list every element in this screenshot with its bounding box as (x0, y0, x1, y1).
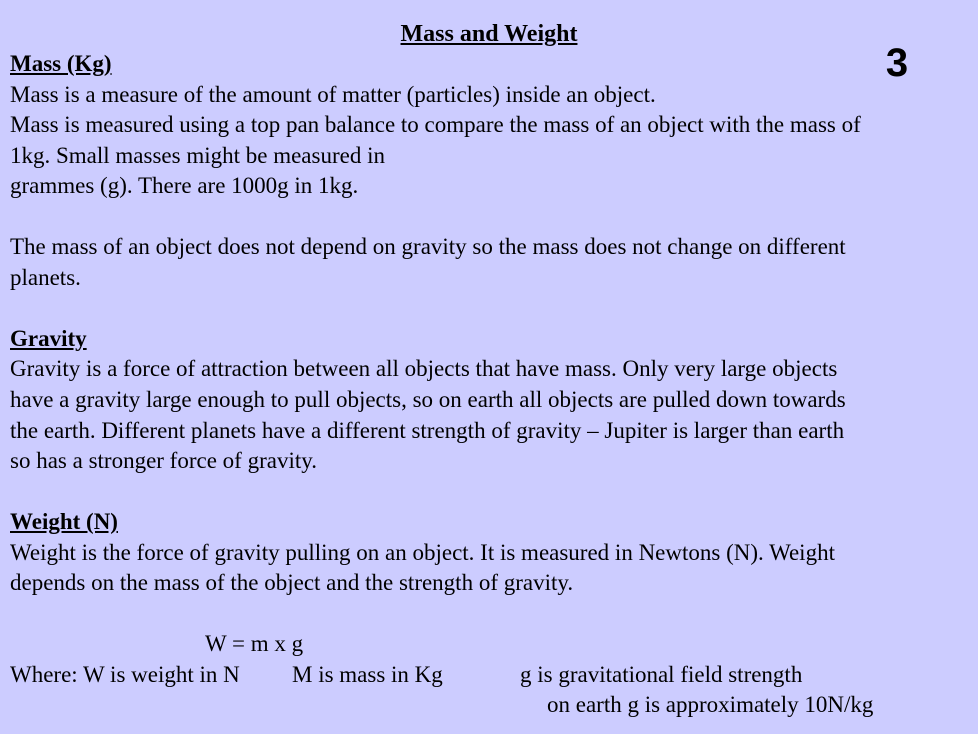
gravity-line-1: Gravity is a force of attraction between all objects that have mass. Only very large objects (10, 356, 838, 381)
gravity-heading: Gravity (10, 326, 87, 351)
mass-definition: M is mass in Kg (292, 662, 443, 687)
mass-line-6: planets. (10, 265, 81, 290)
mass-line-2: Mass is measured using a top pan balance to compare the mass of an object with the mass of (10, 112, 861, 137)
gravity-definition: g is gravitational field strength (520, 662, 803, 687)
gravity-line-3: the earth. Different planets have a different strength of gravity – Jupiter is larger than earth (10, 418, 845, 443)
weight-line-2: depends on the mass of the object and the strength of gravity. (10, 570, 574, 595)
mass-line-4: grammes (g). There are 1000g in 1kg. (10, 173, 359, 198)
page-number: 3 (885, 41, 909, 85)
mass-heading: Mass (Kg) (10, 51, 112, 76)
weight-formula: W = m x g (205, 631, 304, 656)
mass-line-1: Mass is a measure of the amount of matter (particles) inside an object. (10, 82, 656, 107)
gravity-line-4: so has a stronger force of gravity. (10, 448, 317, 473)
mass-line-3: 1kg. Small masses might be measured in (10, 143, 385, 168)
slide-title: Mass and Weight (400, 21, 578, 47)
weight-line-1: Weight is the force of gravity pulling on an object. It is measured in Newtons (N). Weight (10, 540, 835, 565)
mass-line-5: The mass of an object does not depend on gravity so the mass does not change on different (10, 234, 846, 259)
weight-heading: Weight (N) (10, 509, 118, 534)
gravity-line-2: have a gravity large enough to pull objects, so on earth all objects are pulled down towards (10, 387, 846, 412)
earth-gravity-note: on earth g is approximately 10N/kg (547, 692, 874, 717)
where-label: Where: W is weight in N (10, 662, 240, 687)
